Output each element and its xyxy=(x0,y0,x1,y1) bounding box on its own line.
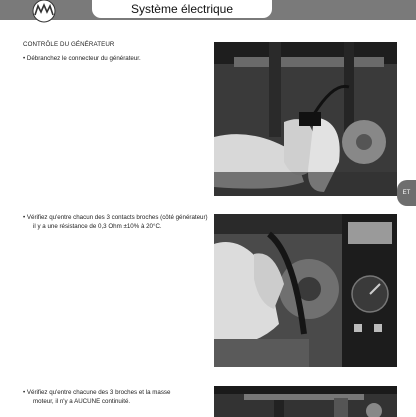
step-3-line-1: • Vérifiez qu'entre chacune des 3 broches et la masse xyxy=(23,389,171,396)
step-2 xyxy=(23,213,208,231)
language-tab[interactable]: ET xyxy=(397,180,416,206)
step-2-line-1: • Vérifiez qu'entre chacun des 3 contacts broches (côté générateur) xyxy=(23,214,208,221)
step-3-line-2: moteur, il n'y a AUCUNE continuité. xyxy=(33,398,131,405)
step-1 xyxy=(23,54,141,63)
photo-connector-icon xyxy=(214,42,397,196)
section-heading: CONTRÔLE DU GÉNÉRATEUR xyxy=(23,41,115,48)
page-title: Système électrique xyxy=(92,0,272,18)
step-2-line-2: il y a une résistance de 0,3 Ohm ±10% à 20°C. xyxy=(33,223,162,230)
brand-logo-icon xyxy=(26,0,62,24)
step-1-text: • Débranchez le connecteur du générateur. xyxy=(23,55,141,62)
step-3 xyxy=(23,388,170,406)
photo-engine-ground-icon xyxy=(214,386,397,417)
photo-multimeter-icon xyxy=(214,214,397,367)
